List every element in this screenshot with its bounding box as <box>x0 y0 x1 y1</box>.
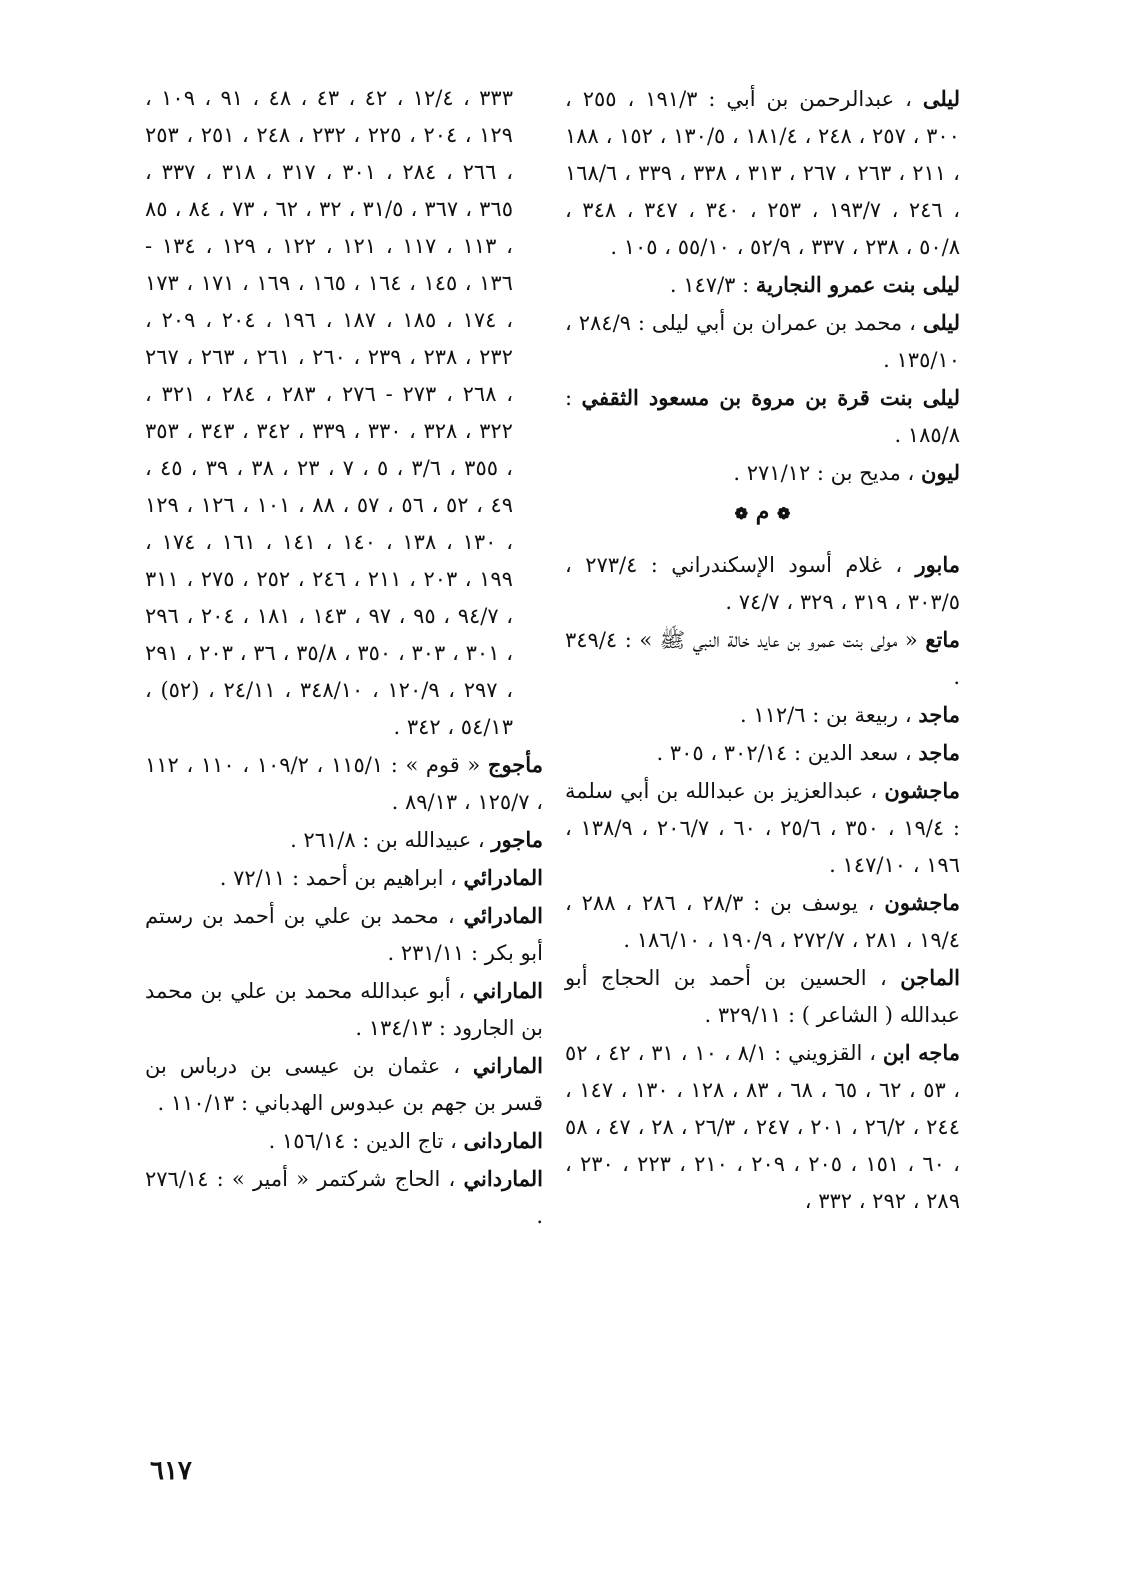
index-entry <box>565 1034 960 1220</box>
index-entry <box>145 1122 543 1160</box>
entry-headword: ماجور <box>491 827 543 852</box>
entries-after-section <box>565 546 960 1220</box>
index-entry <box>565 884 960 959</box>
entry-headword: ماجشون <box>884 890 960 915</box>
index-entry <box>145 1160 543 1235</box>
entry-references: : ١٨٥/٨ . <box>565 386 960 447</box>
section-letter: م <box>755 499 770 525</box>
entries-before-section <box>565 80 960 492</box>
index-entry <box>565 379 960 454</box>
entry-references: ، محمد بن علي بن أحمد بن رستم أبو بكر : ٢٣١/١١ . <box>145 904 543 965</box>
left-column <box>145 80 543 1235</box>
entry-headword: مابور <box>915 552 960 577</box>
entry-references: ، عبدالعزيز بن عبدالله بن أبي سلمة : ١٩/٤ ، ٣٥٠ ، ٢٥/٦ ، ٦٠ ، ٢٠٦/٧ ، ١٣٨/٩ ، ١٩٦ ، ١٤٧/١٠ . <box>565 779 960 877</box>
entry-headword: ماجد <box>918 740 960 765</box>
entry-headword: ليلى <box>922 86 961 111</box>
index-entry <box>145 1047 543 1122</box>
entry-headword: الماردانى <box>463 1128 543 1153</box>
entry-references: ، يوسف بن : ٢٨/٣ ، ٢٨٦ ، ٢٨٨ ، ١٩/٤ ، ٢٨١ ، ٢٧٢/٧ ، ١٩٠/٩ ، ١٨٦/١٠ . <box>565 891 960 952</box>
index-entry <box>565 621 960 696</box>
index-entry <box>565 959 960 1034</box>
index-entry <box>565 696 960 734</box>
index-entry <box>565 734 960 772</box>
right-column <box>565 80 960 1220</box>
page-number: ٦١٧ <box>150 1456 192 1486</box>
index-entry <box>145 897 543 972</box>
entry-references: ، ربيعة بن : ١١٢/٦ . <box>739 703 912 727</box>
entry-references: « قوم » : ١١٥/١ ، ١٠٩/٢ ، ١١٠ ، ١١٢ ، ١٢٥/٧ ، ٨٩/١٣ . <box>145 753 543 814</box>
index-entry <box>565 304 960 379</box>
continuation-references: ٣٣٣ ، ١٢/٤ ، ٤٢ ، ٤٣ ، ٤٨ ، ٩١ ، ١٠٩ ، ١٢٩ ، ٢٠٤ ، ٢٢٥ ، ٢٣٢ ، ٢٤٨ ، ٢٥١ ، ٢٥٣ ، ٢٦٦ ، ٢٨٤ ، ٣٠١ ، ٣١٧ ، ٣١٨ ، ٣٣٧ ، ٣٦٥ ، ٣٦٧ ، ٣١/٥ ، ٣٢ ، ٦٢ ، ٧٣ ، ٨٤ ، ٨٥ ، ١١٣ ، ١١٧ ، ١٢١ ، ١٢٢ ، ١٢٩ ، ١٣٤ - ١٣٦ ، ١٤٥ ، ١٦٤ ، ١٦٥ ، ١٦٩ ، ١٧١ ، ١٧٣ ، ١٧٤ ، ١٨٥ ، ١٨٧ ، ١٩٦ ، ٢٠٤ ، ٢٠٩ ، ٢٣٢ ، ٢٣٨ ، ٢٣٩ ، ٢٦٠ ، ٢٦١ ، ٢٦٣ ، ٢٦٧ ، ٢٦٨ ، ٢٧٣ - ٢٧٦ ، ٢٨٣ ، ٢٨٤ ، ٣٢١ ، ٣٢٢ ، ٣٢٨ ، ٣٣٠ ، ٣٣٩ ، ٣٤٢ ، ٣٤٣ ، ٣٥٣ ، ٣٥٥ ، ٣/٦ ، ٥ ، ٧ ، ٢٣ ، ٣٨ ، ٣٩ ، ٤٥ ، ٤٩ ، ٥٢ ، ٥٦ ، ٥٧ ، ٨٨ ، ١٠١ ، ١٢٦ ، ١٢٩ ، ١٣٠ ، ١٣٨ ، ١٤٠ ، ١٤١ ، ١٦١ ، ١٧٤ ، ١٩٩ ، ٢٠٣ ، ٢١١ ، ٢٤٦ ، ٢٥٢ ، ٢٧٥ ، ٣١١ ، ٩٤/٧ ، ٩٥ ، ٩٧ ، ١٤٣ ، ١٨١ ، ٢٠٤ ، ٢٩٦ ، ٣٠١ ، ٣٠٣ ، ٣٥٠ ، ٣٥/٨ ، ٣٦ ، ٢٠٣ ، ٢٩١ ، ٢٩٧ ، ١٢٠/٩ ، ٣٤٨/١٠ ، ٢٤/١١ ، (٥٢) ، ٥٤/١٣ ، ٣٤٢ . <box>145 86 514 739</box>
ornament-left-icon: ❁ <box>776 504 791 523</box>
index-entry <box>145 821 543 859</box>
index-entry <box>565 266 960 304</box>
entry-headword: ليلى بنت قرة بن مروة بن مسعود الثقفي <box>581 385 960 410</box>
index-entry <box>565 546 960 621</box>
entry-headword: ليون <box>920 460 960 485</box>
index-entry <box>145 746 543 821</box>
entry-references: ، القزويني : ٨/١ ، ١٠ ، ٣١ ، ٤٢ ، ٥٢ ، ٥٣ ، ٦٢ ، ٦٥ ، ٦٨ ، ٨٣ ، ١٢٨ ، ١٣٠ ، ١٤٧ ، ٢٤٤ ، ٢٦/٢ ، ٢٠١ ، ٢٤٧ ، ٢٦/٣ ، ٢٨ ، ٤٧ ، ٥٨ ، ٦٠ ، ١٥١ ، ٢٠٥ ، ٢٠٩ ، ٢١٠ ، ٢٢٣ ، ٢٣٠ ، ٢٨٩ ، ٢٩٢ ، ٣٣٢ ، <box>565 1041 961 1213</box>
entry-headword: ماجشون <box>884 778 960 803</box>
entry-references: ، أبو عبدالله محمد بن علي بن محمد بن الجارود : ١٣٤/١٣ . <box>145 979 543 1040</box>
section-heading <box>565 494 960 532</box>
index-entry <box>145 972 543 1047</box>
entry-headword: ماتع <box>925 627 960 652</box>
entry-references: ، ابراهيم بن أحمد : ٧٢/١١ . <box>219 866 457 890</box>
entry-references: ، محمد بن عمران بن أبي ليلى : ٢٨٤/٩ ، ١٣٥/١٠ . <box>565 311 960 372</box>
index-entry <box>565 772 960 884</box>
entry-headword: الماجن <box>900 965 960 990</box>
entry-references: ، غلام أسود الإسكندراني : ٢٧٣/٤ ، ٣٠٣/٥ ، ٣١٩ ، ٣٢٩ ، ٧٤/٧ . <box>565 553 960 614</box>
entry-headword: ماجد <box>918 702 960 727</box>
entry-references: ، مديح بن : ٢٧١/١٢ . <box>733 461 915 485</box>
entry-references: « مولى بنت عمرو بن عايد خالة النبي ﷺ » : ٣٤٩/٤ . <box>565 628 960 689</box>
entry-headword: ليلى <box>922 310 961 335</box>
index-entry <box>145 859 543 897</box>
entry-headword: المارداني <box>463 1166 543 1191</box>
entry-headword: الماراني <box>472 978 543 1003</box>
entry-references: ، الحاج شركتمر « أمير » : ٢٧٦/١٤ . <box>145 1167 543 1228</box>
entry-headword: المادرائي <box>463 865 543 890</box>
entry-headword: الماراني <box>472 1053 543 1078</box>
entry-headword: ليلى بنت عمرو النجارية <box>755 272 960 297</box>
entry-references: ، سعد الدين : ٣٠٢/١٤ ، ٣٠٥ . <box>656 741 912 765</box>
entry-references: : ١٤٧/٣ . <box>669 273 750 297</box>
entry-headword: المادرائي <box>463 903 543 928</box>
entry-references: ، عثمان بن عيسى بن درباس بن قسر بن جهم بن عبدوس الهدباني : ١١٠/١٣ . <box>145 1054 543 1115</box>
entry-references: ، عبدالرحمن بن أبي : ١٩١/٣ ، ٢٥٥ ، ٣٠٠ ، ٢٥٧ ، ٢٤٨ ، ١٨١/٤ ، ١٣٠/٥ ، ١٥٢ ، ١٨٨ ، ٢١١ ، ٢٦٣ ، ٢٦٧ ، ٣١٣ ، ٣٣٨ ، ٣٣٩ ، ١٦٨/٦ ، ٢٤٦ ، ١٩٣/٧ ، ٢٥٣ ، ٣٤٠ ، ٣٤٧ ، ٣٤٨ ، ٥٠/٨ ، ٢٣٨ ، ٣٣٧ ، ٥٢/٩ ، ٥٥/١٠ ، ١٠٥ . <box>565 87 960 259</box>
entry-references: ، عبيدالله بن : ٢٦١/٨ . <box>290 828 485 852</box>
index-entry <box>565 80 960 266</box>
entry-references: ، تاج الدين : ١٥٦/١٤ . <box>268 1129 457 1153</box>
entry-headword: مأجوج <box>487 752 543 777</box>
entry-references: ، الحسين بن أحمد بن الحجاج أبو عبدالله ( الشاعر ) : ٣٢٩/١١ . <box>565 966 960 1027</box>
ornament-right-icon: ❁ <box>734 504 749 523</box>
entry-headword: ماجه ابن <box>882 1040 961 1065</box>
index-entry <box>565 454 960 492</box>
